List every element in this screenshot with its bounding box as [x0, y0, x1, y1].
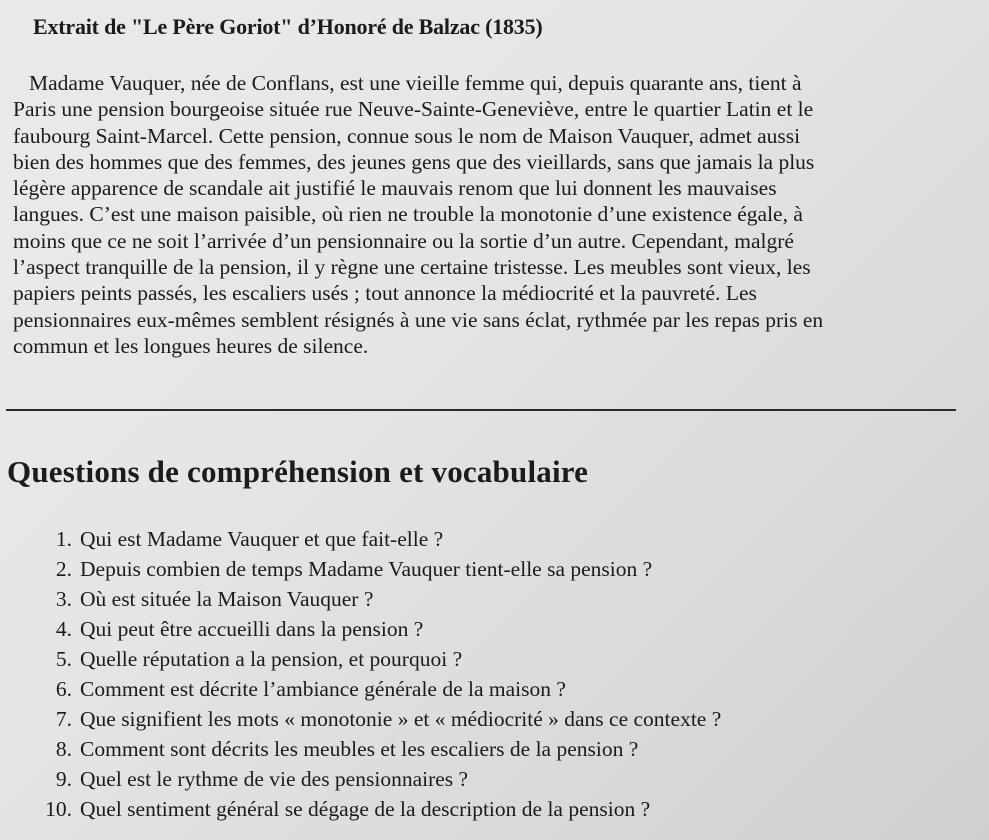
question-text: Où est située la Maison Vauquer ? — [80, 587, 374, 611]
question-text: Qui peut être accueilli dans la pension ? — [80, 617, 424, 641]
passage-line: Paris une pension bourgeoise située rue Neuve-Sainte-Geneviève, entre le quartier Latin et le — [13, 97, 814, 122]
question-number: 4. — [55, 617, 72, 641]
extract-title: Extrait de "Le Père Goriot" d’Honoré de Balzac (1835) — [33, 14, 543, 39]
question-item — [0, 554, 721, 584]
question-list — [0, 524, 721, 824]
question-number: 8. — [55, 737, 72, 761]
passage-line: langues. C’est une maison paisible, où rien ne trouble la monotonie d’une existence égale, à — [13, 202, 803, 227]
question-number: 7. — [55, 707, 72, 731]
question-number: 9. — [55, 767, 72, 791]
question-item — [0, 614, 721, 644]
question-text: Comment est décrite l’ambiance générale de la maison ? — [80, 677, 566, 701]
passage-line: l’aspect tranquille de la pension, il y règne une certaine tristesse. Les meubles sont vieux, les — [13, 255, 811, 280]
question-item — [0, 674, 721, 704]
question-text: Depuis combien de temps Madame Vauquer tient-elle sa pension ? — [80, 557, 653, 581]
question-number: 2. — [55, 557, 72, 581]
question-number: 1. — [55, 527, 72, 551]
passage-line: bien des hommes que des femmes, des jeunes gens que des vieillards, sans que jamais la plus — [13, 149, 815, 174]
question-number: 3. — [55, 587, 72, 611]
passage-line: légère apparence de scandale ait justifié le mauvais renom que lui donnent les mauvaises — [13, 176, 777, 201]
question-number: 10. — [45, 797, 72, 821]
question-item — [0, 794, 721, 824]
question-text: Quelle réputation a la pension, et pourquoi ? — [80, 647, 463, 671]
question-item — [0, 524, 721, 554]
question-number: 6. — [55, 677, 72, 701]
question-item — [0, 584, 721, 614]
passage-line: faubourg Saint-Marcel. Cette pension, connue sous le nom de Maison Vauquer, admet aussi — [13, 123, 801, 148]
passage-paragraph — [13, 70, 963, 359]
question-item — [0, 734, 721, 764]
section-divider — [6, 409, 956, 411]
question-number: 5. — [55, 647, 72, 671]
passage-line: papiers peints passés, les escaliers usés ; tout annonce la médiocrité et la pauvreté. Les — [13, 281, 757, 306]
questions-heading: Questions de compréhension et vocabulaire — [7, 454, 589, 489]
passage-line: commun et les longues heures de silence. — [13, 333, 369, 358]
passage-line: Madame Vauquer, née de Conflans, est une vieille femme qui, depuis quarante ans, tient à — [29, 71, 802, 95]
question-item — [0, 764, 721, 794]
question-text: Quel sentiment général se dégage de la description de la pension ? — [80, 797, 651, 821]
question-text: Qui est Madame Vauquer et que fait-elle ? — [80, 527, 444, 551]
question-text: Comment sont décrits les meubles et les escaliers de la pension ? — [80, 737, 639, 761]
question-text: Que signifient les mots « monotonie » et « médiocrité » dans ce contexte ? — [80, 707, 722, 731]
question-item — [0, 704, 721, 734]
question-item — [0, 644, 721, 674]
question-text: Quel est le rythme de vie des pensionnaires ? — [80, 767, 469, 791]
passage-line: moins que ce ne soit l’arrivée d’un pensionnaire ou la sortie d’un autre. Cependant, malgré — [13, 228, 794, 253]
passage-line: pensionnaires eux-mêmes semblent résignés à une vie sans éclat, rythmée par les repas pris en — [13, 307, 824, 332]
